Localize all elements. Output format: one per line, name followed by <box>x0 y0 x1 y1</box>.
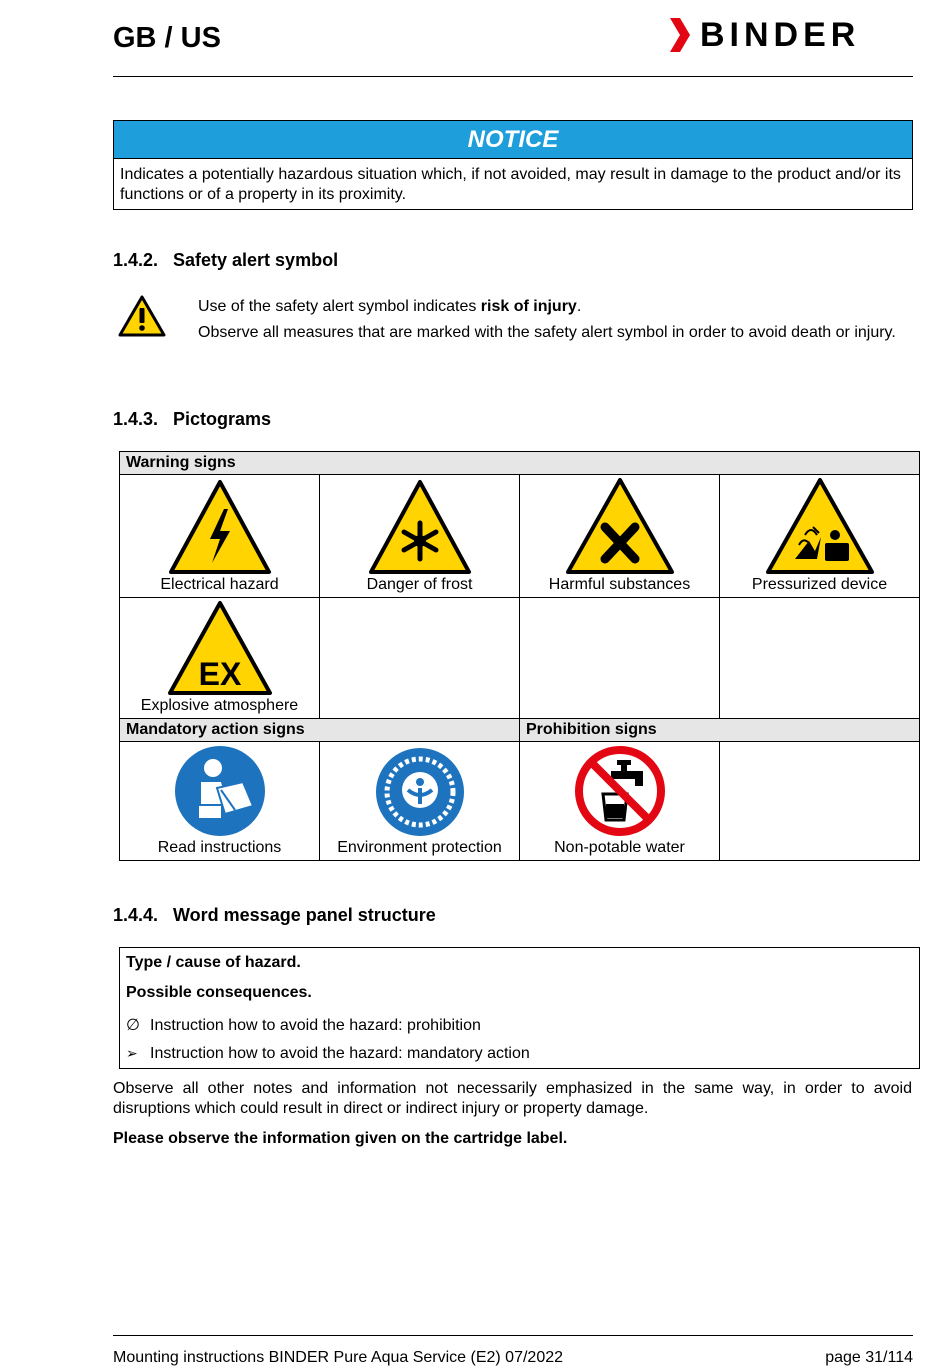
sign-cell-frost <box>320 475 520 598</box>
read-instructions-icon <box>173 744 267 838</box>
safety-alert-icon <box>118 295 166 342</box>
section-heading-safety-alert <box>113 250 338 271</box>
section-title: Word message panel structure <box>173 905 436 925</box>
sign-cell-read-instructions <box>120 742 320 861</box>
mandatory-instruction: Instruction how to avoid the hazard: mandatory action <box>150 1045 530 1062</box>
safety-alert-prefix: Use of the safety alert symbol indicates <box>198 298 481 315</box>
section-number: 1.4.4. <box>113 905 159 925</box>
safety-alert-suffix: . <box>576 298 582 315</box>
sign-cell-harmful <box>520 475 720 598</box>
pictogram-table <box>119 451 920 861</box>
sign-cell-environment <box>320 742 520 861</box>
observe-notes-paragraph: Observe all other notes and information not necessarily emphasized in the same way, in order to avoid disruptions which could result in direct or indirect injury or property damage. <box>113 1080 912 1117</box>
footer-page-number: page 31/114 <box>825 1349 913 1366</box>
sign-cell-electrical <box>120 475 320 598</box>
electrical-hazard-icon <box>168 479 272 575</box>
harmful-substances-icon <box>565 477 675 575</box>
empty-cell <box>720 598 920 719</box>
panel-consequences: Possible consequences. <box>126 984 312 1001</box>
sign-label: Pressurized device <box>751 576 888 593</box>
risk-of-injury-emphasis: risk of injury <box>480 298 577 315</box>
panel-mandatory-line <box>126 1045 530 1063</box>
sign-label: Danger of frost <box>366 576 473 593</box>
safety-alert-line-1 <box>198 297 912 317</box>
footer-rule <box>113 1335 913 1336</box>
section-heading-word-panel <box>113 905 436 926</box>
region-label: GB / US <box>113 22 221 54</box>
environment-protection-icon <box>374 746 466 838</box>
safety-alert-line-2: Observe all measures that are marked with the safety alert symbol in order to avoid death or injury. <box>198 324 896 341</box>
mandatory-signs-header: Mandatory action signs <box>120 719 520 742</box>
empty-cell <box>520 598 720 719</box>
section-number: 1.4.3. <box>113 409 159 429</box>
explosive-atmosphere-icon <box>167 600 273 696</box>
notice-panel <box>113 120 913 210</box>
section-number: 1.4.2. <box>113 250 159 270</box>
warning-signs-header: Warning signs <box>120 452 920 475</box>
notice-title: NOTICE <box>114 121 912 159</box>
sign-label: Non-potable water <box>554 839 685 856</box>
svg-text:EX: EX <box>198 656 241 692</box>
sign-label: Read instructions <box>157 839 282 856</box>
prohibition-instruction: Instruction how to avoid the hazard: prohibition <box>150 1017 481 1034</box>
non-potable-water-icon <box>573 744 667 838</box>
pressurized-device-icon <box>765 477 875 575</box>
empty-cell <box>720 742 920 861</box>
footer-document-title: Mounting instructions BINDER Pure Aqua Service (E2) 07/2022 <box>113 1349 564 1366</box>
sign-cell-explosive <box>120 598 320 719</box>
panel-prohibition-line <box>126 1015 481 1035</box>
prohibition-signs-header: Prohibition signs <box>520 719 920 742</box>
snowflake-icon <box>368 479 472 575</box>
section-title: Safety alert symbol <box>173 250 339 270</box>
sign-cell-non-potable <box>520 742 720 861</box>
header-rule <box>113 76 913 77</box>
section-title: Pictograms <box>173 409 272 429</box>
binder-logo <box>668 16 914 54</box>
arrow-bullet-icon: ➢ <box>126 1045 138 1061</box>
prohibition-symbol-icon: ∅ <box>126 1017 140 1034</box>
sign-cell-pressurized <box>720 475 920 598</box>
sign-label: Harmful substances <box>548 576 691 593</box>
sign-label: Explosive atmosphere <box>140 697 299 714</box>
sign-label: Environment protection <box>337 839 502 856</box>
cartridge-label-note: Please observe the information given on the cartridge label. <box>113 1130 568 1147</box>
section-heading-pictograms <box>113 409 271 430</box>
word-message-panel <box>119 947 920 1069</box>
panel-hazard-type: Type / cause of hazard. <box>126 954 301 971</box>
brand-name: BINDER <box>700 16 861 54</box>
notice-text: Indicates a potentially hazardous situation which, if not avoided, may result in damage to the product and/or its functions or of a property in its proximity. <box>120 166 901 203</box>
empty-cell <box>320 598 520 719</box>
sign-label: Electrical hazard <box>160 576 279 593</box>
